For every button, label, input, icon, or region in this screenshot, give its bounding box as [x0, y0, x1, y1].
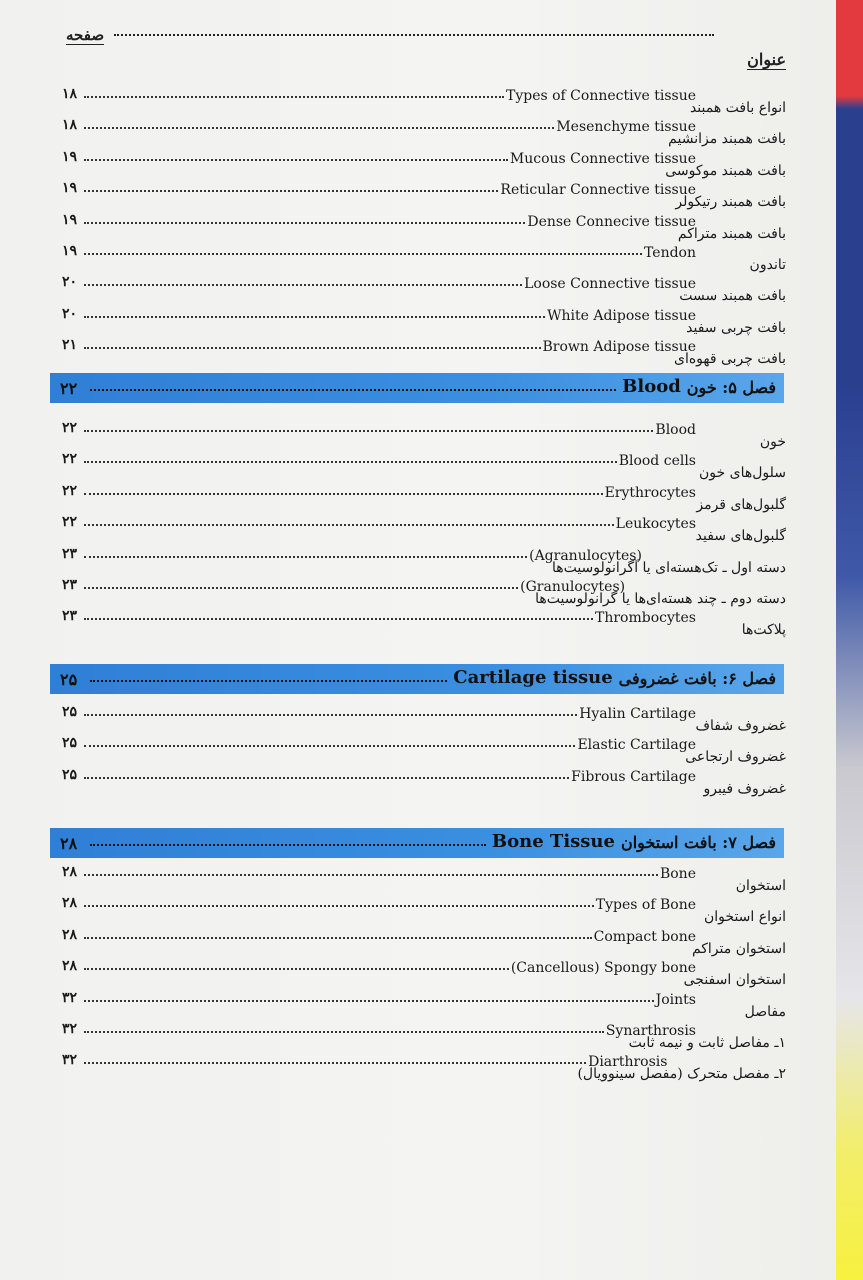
- toc-title-en: Fibrous Cartilage: [571, 768, 696, 785]
- toc-page-number: ۲۸: [62, 864, 78, 880]
- toc-title-fa: بافت همبند متراکم: [677, 225, 786, 242]
- chapter-title-en: Cartilage tissue: [453, 667, 613, 688]
- toc-title-en: Compact bone: [593, 928, 696, 945]
- toc-title-fa: مفاصل: [744, 1003, 786, 1020]
- toc-title-fa: پلاکت‌ها: [741, 622, 786, 639]
- toc-title-en: Thrombocytes: [595, 610, 696, 627]
- toc-page-number: ۲۳: [62, 608, 78, 625]
- chapter-title-en: Bone Tissue: [491, 831, 615, 852]
- toc-title-en: Types of Bone: [595, 897, 696, 914]
- toc-title-en: Hyalin Cartilage: [579, 706, 696, 722]
- toc-title-fa: بافت همبند سست: [679, 288, 786, 305]
- toc-title-fa: بافت همبند مزانشیم: [668, 131, 786, 148]
- toc-title-en: White Adipose tissue: [547, 307, 696, 324]
- toc-title-en: Synarthrosis: [605, 1023, 696, 1039]
- chapter-title-en: Blood: [622, 376, 681, 397]
- toc-page-number: ۲۳: [62, 545, 78, 562]
- toc-entry[interactable]: [62, 514, 786, 550]
- toc-title-en: Loose Connective tissue: [524, 276, 696, 293]
- toc-page-number: ۲۲: [62, 514, 78, 531]
- toc-title-fa: استخوان متراکم: [691, 940, 786, 957]
- chapter-page-number: ۲۵: [60, 670, 78, 689]
- toc-title-en: Reticular Connective tissue: [500, 182, 696, 199]
- toc-title-en: Mesenchyme tissue: [556, 119, 696, 136]
- toc-page-number: ۱۸: [62, 86, 78, 102]
- toc-page-number: ۱۹: [62, 180, 78, 197]
- toc-title-fa: غضروف ارتجاعی: [685, 749, 786, 766]
- toc-entry[interactable]: [62, 1021, 786, 1057]
- toc-title-fa: بافت چربی سفید: [686, 319, 786, 336]
- chapter-heading[interactable]: [50, 373, 784, 403]
- toc-title-fa: بافت چربی قهوه‌ای: [673, 351, 786, 368]
- toc-title-fa: دسته اول ـ تک‌هسته‌ای یا آگرانولوسیت‌ها: [551, 559, 786, 576]
- toc-page-number: ۱۸: [62, 117, 78, 134]
- title-column-label: عنوان: [747, 50, 786, 69]
- toc-title-en: Joints: [655, 991, 696, 1008]
- toc-title-fa: ۱ـ مفاصل ثابت و نیمه ثابت: [628, 1035, 786, 1051]
- toc-page-number: ۲۵: [62, 766, 78, 783]
- page-column-label: صفحه: [66, 26, 105, 44]
- toc-title-fa: تاندون: [749, 257, 786, 273]
- toc-page-number: ۲۳: [62, 577, 78, 593]
- toc-title-fa: ۲ـ مفصل متحرک (مفصل سینوویال): [577, 1066, 786, 1083]
- toc-title-en: Elastic Cartilage: [577, 737, 696, 754]
- toc-page-number: ۲۲: [62, 451, 78, 468]
- toc-entry[interactable]: [62, 337, 786, 373]
- toc-title-en: Brown Adipose tissue: [542, 339, 696, 356]
- toc-page-number: ۲۵: [62, 704, 78, 720]
- page-edge-strip: [836, 0, 863, 1280]
- toc-title-en: (Cancellous) Spongy bone: [510, 960, 696, 977]
- toc-entry[interactable]: [62, 1052, 786, 1088]
- toc-title-fa: استخوان: [735, 878, 786, 894]
- toc-title-en: Types of Connective tissue: [505, 88, 696, 104]
- chapter-title-fa: فصل ۵: خون: [686, 378, 776, 397]
- toc-page-number: ۲۲: [62, 482, 78, 499]
- toc-page-number: ۱۹: [62, 211, 78, 228]
- toc-page-number: ۳۲: [62, 989, 78, 1006]
- toc-title-en: (Granulocytes): [520, 579, 626, 595]
- toc-page-number: ۲۱: [62, 337, 78, 354]
- toc-title-fa: انواع بافت همبند: [689, 100, 786, 116]
- toc-title-en: Leukocytes: [615, 516, 696, 533]
- chapter-heading[interactable]: [50, 828, 784, 858]
- toc-title-en: Dense Connecive tissue: [527, 213, 696, 230]
- chapter-title-fa: فصل ۶: بافت غضروفی: [618, 669, 776, 688]
- chapter-page-number: ۲۸: [60, 834, 78, 853]
- toc-title-en: (Agranulocytes): [529, 547, 642, 564]
- toc-page-number: ۲۵: [62, 735, 78, 752]
- toc-entry[interactable]: [62, 608, 786, 644]
- toc-title-en: Mucous Connective tissue: [509, 150, 696, 167]
- toc-page-number: ۲۰: [62, 305, 78, 322]
- chapter-page-number: ۲۲: [60, 379, 78, 398]
- toc-page-number: ۳۲: [62, 1021, 78, 1037]
- toc-title-fa: خون: [759, 434, 786, 450]
- toc-page-number: ۱۹: [62, 243, 78, 259]
- toc-title-en: Blood cells: [618, 453, 696, 470]
- toc-title-fa: غضروف شفاف: [695, 718, 786, 734]
- toc-page-number: ۲۰: [62, 274, 78, 291]
- toc-title-en: Tendon: [644, 245, 696, 261]
- toc-title-en: Blood: [655, 422, 696, 438]
- chapter-title-fa: فصل ۷: بافت استخوان: [620, 833, 776, 852]
- toc-page-number: ۱۹: [62, 148, 78, 165]
- toc-title-fa: انواع استخوان: [704, 909, 786, 926]
- toc-title-en: Diarthrosis: [588, 1054, 668, 1071]
- toc-title-fa: استخوان اسفنجی: [683, 972, 786, 989]
- toc-title-fa: گلبول‌های قرمز: [696, 496, 786, 513]
- toc-page-number: ۲۸: [62, 926, 78, 943]
- toc-entry[interactable]: [62, 766, 786, 803]
- toc-page-number: ۲۲: [62, 420, 78, 436]
- toc-title-fa: دسته دوم ـ چند هسته‌ای‌ها یا گرانولوسیت‌ها: [535, 591, 786, 607]
- toc-title-en: Erythrocytes: [604, 484, 696, 501]
- toc-title-fa: گلبول‌های سفید: [695, 528, 786, 545]
- chapter-heading[interactable]: [50, 664, 784, 694]
- toc-title-fa: بافت همبند رتیکولر: [675, 194, 786, 211]
- toc-page-number: ۲۸: [62, 958, 78, 975]
- toc-title-fa: غضروف فیبرو: [703, 780, 786, 797]
- toc-title-en: Bone: [659, 866, 696, 882]
- toc-entry[interactable]: [62, 545, 786, 582]
- toc-page-number: ۳۲: [62, 1052, 78, 1069]
- toc-title-fa: سلول‌های خون: [699, 465, 786, 482]
- toc-header: [66, 24, 786, 69]
- toc-title-fa: بافت همبند موکوسی: [665, 162, 786, 179]
- toc-page-number: ۲۸: [62, 895, 78, 912]
